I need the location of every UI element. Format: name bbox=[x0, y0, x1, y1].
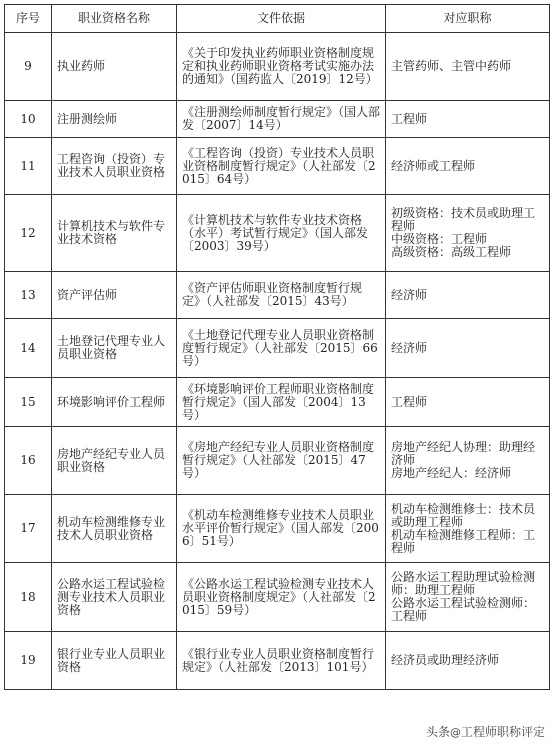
cell-corresponding-title: 主管药师、主管中药师 bbox=[386, 33, 550, 101]
cell-corresponding-title: 经济师 bbox=[386, 272, 550, 319]
table-row bbox=[5, 563, 550, 632]
cell-qualification-name: 房地产经纪专业人员职业资格 bbox=[52, 427, 177, 495]
cell-serial: 19 bbox=[5, 632, 52, 690]
cell-document-basis: 《环境影响评价工程师职业资格制度暂行规定》（国人部发〔2004〕13号） bbox=[177, 378, 386, 427]
cell-corresponding-title: 工程师 bbox=[386, 101, 550, 138]
cell-serial: 10 bbox=[5, 101, 52, 138]
watermark-account: 工程师职称评定 bbox=[460, 725, 545, 739]
table-row bbox=[5, 632, 550, 690]
table-row bbox=[5, 272, 550, 319]
cell-document-basis: 《机动车检测维修专业技术人员职业水平评价暂行规定》（国人部发〔2006〕51号） bbox=[177, 495, 386, 563]
table-row bbox=[5, 319, 550, 378]
table-row bbox=[5, 378, 550, 427]
cell-qualification-name: 银行业专业人员职业资格 bbox=[52, 632, 177, 690]
table-header-row bbox=[5, 5, 550, 33]
qualification-table bbox=[4, 4, 550, 690]
table-row bbox=[5, 33, 550, 101]
cell-corresponding-title: 初级资格：技术员或助理工程师 中级资格：工程师 高级资格：高级工程师 bbox=[386, 195, 550, 272]
cell-qualification-name: 计算机技术与软件专业技术资格 bbox=[52, 195, 177, 272]
header-serial: 序号 bbox=[5, 5, 52, 33]
header-corresponding-title: 对应职称 bbox=[386, 5, 550, 33]
cell-document-basis: 《银行业专业人员职业资格制度暂行规定》（人社部发〔2013〕101号） bbox=[177, 632, 386, 690]
cell-document-basis: 《关于印发执业药师职业资格制度规定和执业药师职业资格考试实施办法的通知》（国药监人〔2019〕12号） bbox=[177, 33, 386, 101]
cell-document-basis: 《土地登记代理专业人员职业资格制度暂行规定》（人社部发〔2015〕66号） bbox=[177, 319, 386, 378]
table-row bbox=[5, 495, 550, 563]
table-row bbox=[5, 427, 550, 495]
cell-serial: 18 bbox=[5, 563, 52, 632]
cell-corresponding-title: 公路水运工程助理试验检测师：助理工程师 公路水运工程试验检测师：工程师 bbox=[386, 563, 550, 632]
cell-qualification-name: 环境影响评价工程师 bbox=[52, 378, 177, 427]
cell-serial: 9 bbox=[5, 33, 52, 101]
cell-corresponding-title: 经济员或助理经济师 bbox=[386, 632, 550, 690]
cell-qualification-name: 土地登记代理专业人员职业资格 bbox=[52, 319, 177, 378]
watermark-at: @ bbox=[449, 726, 461, 739]
cell-qualification-name: 机动车检测维修专业技术人员职业资格 bbox=[52, 495, 177, 563]
cell-corresponding-title: 经济师 bbox=[386, 319, 550, 378]
cell-corresponding-title: 经济师或工程师 bbox=[386, 138, 550, 195]
cell-serial: 15 bbox=[5, 378, 52, 427]
cell-qualification-name: 资产评估师 bbox=[52, 272, 177, 319]
cell-qualification-name: 工程咨询（投资）专业技术人员职业资格 bbox=[52, 138, 177, 195]
cell-corresponding-title: 工程师 bbox=[386, 378, 550, 427]
cell-serial: 16 bbox=[5, 427, 52, 495]
cell-serial: 13 bbox=[5, 272, 52, 319]
header-document-basis: 文件依据 bbox=[177, 5, 386, 33]
qualification-table-container bbox=[4, 4, 549, 690]
cell-qualification-name: 注册测绘师 bbox=[52, 101, 177, 138]
cell-serial: 17 bbox=[5, 495, 52, 563]
table-row bbox=[5, 138, 550, 195]
cell-document-basis: 《公路水运工程试验检测专业技术人员职业资格制度规定》（人社部发〔2015〕59号） bbox=[177, 563, 386, 632]
cell-document-basis: 《资产评估师职业资格制度暂行规定》（人社部发〔2015〕43号） bbox=[177, 272, 386, 319]
cell-qualification-name: 公路水运工程试验检测专业技术人员职业资格 bbox=[52, 563, 177, 632]
watermark-prefix: 头条 bbox=[425, 725, 450, 739]
cell-serial: 11 bbox=[5, 138, 52, 195]
table-row bbox=[5, 195, 550, 272]
watermark bbox=[423, 722, 548, 741]
cell-document-basis: 《注册测绘师制度暂行规定》（国人部发〔2007〕14号） bbox=[177, 101, 386, 138]
cell-document-basis: 《房地产经纪专业人员职业资格制度暂行规定》（人社部发〔2015〕47号） bbox=[177, 427, 386, 495]
header-qualification-name: 职业资格名称 bbox=[52, 5, 177, 33]
cell-corresponding-title: 房地产经纪人协理：助理经济师 房地产经纪人：经济师 bbox=[386, 427, 550, 495]
cell-serial: 12 bbox=[5, 195, 52, 272]
table-row bbox=[5, 101, 550, 138]
cell-corresponding-title: 机动车检测维修士：技术员或助理工程师 机动车检测维修工程师：工程师 bbox=[386, 495, 550, 563]
cell-document-basis: 《工程咨询（投资）专业技术人员职业资格制度暂行规定》（人社部发〔2015〕64号） bbox=[177, 138, 386, 195]
cell-document-basis: 《计算机技术与软件专业技术资格（水平）考试暂行规定》（国人部发〔2003〕39号） bbox=[177, 195, 386, 272]
cell-qualification-name: 执业药师 bbox=[52, 33, 177, 101]
cell-serial: 14 bbox=[5, 319, 52, 378]
